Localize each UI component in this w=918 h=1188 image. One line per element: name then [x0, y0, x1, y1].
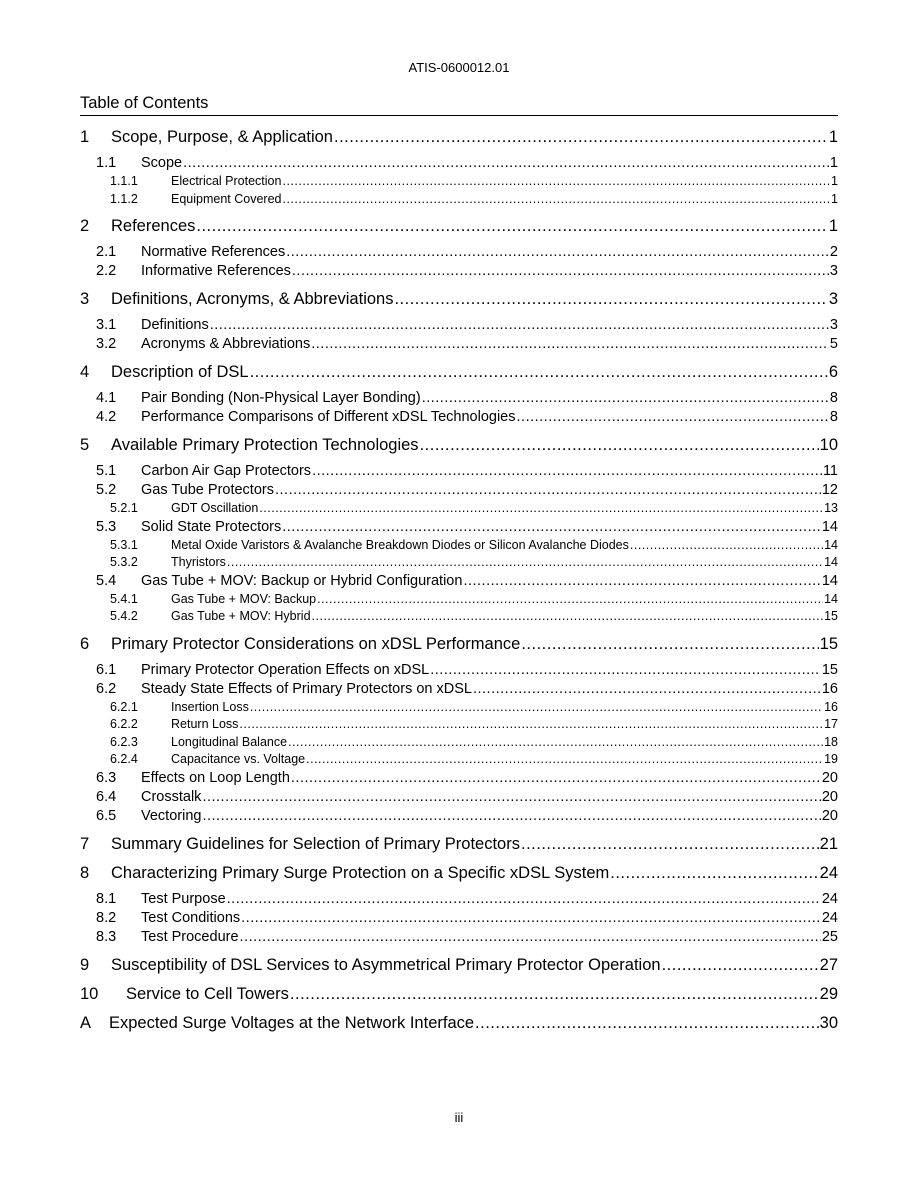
toc-entry[interactable]: [80, 537, 838, 555]
toc-entry-number: 6.2.2: [110, 717, 138, 731]
toc-entry-number: 1.1.2: [110, 191, 138, 206]
toc-entry-number: 5.2.1: [110, 501, 138, 515]
toc-entry-number: 8: [80, 863, 90, 882]
toc-entry[interactable]: [80, 633, 838, 655]
toc-dot-leader: [250, 361, 828, 383]
toc-entry[interactable]: [80, 862, 838, 884]
toc-entry[interactable]: [80, 554, 838, 572]
toc-dot-leader: [259, 500, 823, 518]
toc-entry[interactable]: [80, 481, 838, 500]
toc-entry-page: 24: [819, 863, 838, 882]
toc-entry-title: Gas Tube + MOV: Hybrid: [171, 609, 311, 623]
toc-entry-title: Normative References: [141, 244, 286, 260]
toc-dot-leader: [521, 633, 818, 655]
toc-entry-title: Return Loss: [171, 717, 239, 731]
toc-entry-title: Effects on Loop Length: [141, 769, 290, 786]
toc-entry[interactable]: [80, 608, 838, 626]
toc-entry-title: Gas Tube + MOV: Backup or Hybrid Configuration: [141, 572, 463, 589]
toc-entry-title: Expected Surge Voltages at the Network Interface: [109, 1013, 475, 1032]
toc-entry-number: 1: [80, 128, 90, 146]
toc-entry[interactable]: [80, 954, 838, 976]
toc-dot-leader: [282, 173, 830, 191]
toc-dot-leader: [517, 408, 829, 427]
toc-entry[interactable]: [80, 680, 838, 699]
toc-entry-page: 15: [819, 634, 838, 653]
toc-dot-leader: [202, 807, 820, 826]
toc-entry-title: Pair Bonding (Non-Physical Layer Bonding): [141, 390, 421, 406]
toc-entry-title: Test Conditions: [141, 909, 241, 926]
toc-entry-title: Susceptibility of DSL Services to Asymmetrical Primary Protector Operation: [111, 955, 661, 974]
toc-entry-number: 4: [80, 363, 90, 381]
toc-entry-title: Primary Protector Considerations on xDSL Performance: [111, 634, 521, 653]
toc-entry-page: 14: [821, 518, 838, 535]
toc-entry-title: Gas Tube Protectors: [141, 482, 274, 498]
toc-entry-title: Longitudinal Balance: [171, 734, 288, 749]
toc-entry-page: 24: [821, 909, 838, 926]
toc-dot-leader: [463, 572, 820, 591]
toc-entry[interactable]: [80, 316, 838, 335]
toc-entry[interactable]: [80, 661, 838, 680]
toc-entry[interactable]: [80, 408, 838, 427]
toc-entry-title: Performance Comparisons of Different xDSL Technologies: [141, 409, 516, 425]
toc-entry[interactable]: [80, 215, 838, 237]
toc-entry[interactable]: [80, 173, 838, 191]
toc-entry-title: Description of DSL: [111, 363, 249, 381]
toc-entry-number: 5.4: [96, 572, 117, 589]
toc-entry[interactable]: [80, 462, 838, 481]
toc-dot-leader: [422, 389, 829, 408]
document-header: ATIS-0600012.01: [408, 60, 510, 75]
toc-entry[interactable]: [80, 983, 838, 1005]
toc-entry-title: Test Purpose: [141, 890, 226, 907]
toc-entry-number: 3.1: [96, 317, 117, 333]
toc-entry-title: Summary Guidelines for Selection of Primary Protectors: [111, 834, 520, 853]
toc-entry-title: References: [111, 217, 196, 235]
toc-dot-leader: [227, 890, 821, 909]
toc-entry[interactable]: [80, 500, 838, 518]
toc-entry-page: 14: [821, 572, 838, 589]
toc-title: Table of Contents: [80, 94, 838, 116]
toc-entry[interactable]: [80, 434, 838, 456]
toc-dot-leader: [196, 215, 827, 237]
toc-dot-leader: [227, 554, 823, 572]
toc-entry-page: 1: [829, 155, 838, 171]
toc-dot-leader: [475, 1012, 819, 1034]
toc-entry[interactable]: [80, 716, 838, 734]
toc-entry[interactable]: [80, 909, 838, 928]
toc-entry-number: 4.2: [96, 409, 117, 425]
toc-entry-number: 8.1: [96, 890, 117, 907]
toc-entry-title: Test Procedure: [141, 928, 239, 945]
toc-entry-page: 24: [821, 890, 838, 907]
toc-entry[interactable]: [80, 335, 838, 354]
toc-entry-title: Vectoring: [141, 807, 202, 824]
toc-entry[interactable]: [80, 518, 838, 537]
toc-dot-leader: [312, 608, 824, 626]
toc-entry[interactable]: [80, 833, 838, 855]
toc-entry[interactable]: [80, 890, 838, 909]
toc-dot-leader: [282, 191, 830, 209]
toc-entry-page: 16: [824, 699, 838, 714]
toc-entry-title: Informative References: [141, 263, 291, 279]
toc-entry-page: 20: [821, 788, 838, 805]
toc-dot-leader: [239, 716, 823, 734]
toc-entry-title: Carbon Air Gap Protectors: [141, 463, 312, 479]
toc-entry-title: Scope, Purpose, & Application: [111, 128, 333, 146]
toc-entry-number: 3: [80, 290, 90, 308]
toc-entry-number: 5.4.2: [110, 609, 138, 623]
toc-entry-number: 9: [80, 955, 90, 974]
toc-entry-number: 6.2.4: [110, 752, 138, 766]
toc-entry-title: Crosstalk: [141, 788, 202, 805]
toc-entry[interactable]: [80, 1012, 838, 1034]
toc-entry-title: Solid State Protectors: [141, 518, 282, 535]
toc-entry-page: 1: [828, 128, 838, 146]
toc-entry-title: Characterizing Primary Surge Protection on a Specific xDSL System: [111, 863, 610, 882]
toc-entry-page: 20: [821, 807, 838, 824]
toc-entry[interactable]: [80, 262, 838, 281]
toc-dot-leader: [241, 909, 821, 928]
toc-entry[interactable]: [80, 769, 838, 788]
toc-entry-number: 2.1: [96, 244, 117, 260]
toc-entry-page: 8: [829, 409, 838, 425]
toc-entry-page: 16: [821, 680, 838, 697]
toc-entry-number: 7: [80, 834, 90, 853]
toc-dot-leader: [662, 954, 819, 976]
toc-entry[interactable]: [80, 243, 838, 262]
toc-dot-leader: [286, 243, 829, 262]
toc-entry-title: GDT Oscillation: [171, 501, 259, 515]
toc-dot-leader: [275, 481, 821, 500]
toc-entry-page: 15: [821, 661, 838, 678]
toc-dot-leader: [210, 316, 829, 335]
toc-entry-number: 5.4.1: [110, 591, 138, 606]
toc-entry-number: 5.2: [96, 482, 117, 498]
toc-entry[interactable]: [80, 572, 838, 591]
toc-entry-page: 8: [829, 390, 838, 406]
toc-entry-number: A: [80, 1013, 92, 1032]
toc-entry-number: 8.2: [96, 909, 117, 926]
toc-dot-leader: [282, 518, 821, 537]
toc-entry-page: 29: [819, 984, 838, 1003]
table-of-contents: [80, 126, 838, 1034]
toc-entry-page: 1: [831, 191, 838, 206]
toc-entry-page: 1: [828, 217, 838, 235]
toc-dot-leader: [430, 661, 821, 680]
toc-dot-leader: [240, 928, 821, 947]
toc-entry-page: 14: [824, 555, 838, 569]
toc-entry[interactable]: [80, 389, 838, 408]
toc-entry-title: Available Primary Protection Technologies: [111, 436, 419, 454]
toc-entry-page: 17: [824, 717, 838, 731]
toc-entry-page: 13: [824, 501, 838, 515]
toc-entry-title: Insertion Loss: [171, 699, 249, 714]
toc-entry-page: 27: [819, 955, 838, 974]
toc-entry-page: 18: [824, 734, 838, 749]
toc-entry-number: 6: [80, 634, 90, 653]
toc-dot-leader: [521, 833, 819, 855]
toc-entry-number: 6.4: [96, 788, 117, 805]
toc-entry-page: 3: [829, 263, 838, 279]
toc-entry-number: 6.2.3: [110, 734, 138, 749]
toc-entry[interactable]: [80, 807, 838, 826]
toc-entry-page: 30: [819, 1013, 838, 1032]
toc-entry-title: Definitions, Acronyms, & Abbreviations: [111, 290, 394, 308]
toc-dot-leader: [317, 591, 823, 609]
toc-entry-page: 14: [824, 537, 838, 552]
toc-entry-number: 6.5: [96, 807, 117, 824]
toc-entry-title: Metal Oxide Varistors & Avalanche Breakdown Diodes or Silicon Avalanche Diodes: [171, 537, 629, 552]
toc-dot-leader: [292, 262, 829, 281]
toc-entry[interactable]: [80, 191, 838, 209]
page-number: iii: [454, 1110, 464, 1125]
toc-entry-number: 6.2.1: [110, 699, 138, 714]
toc-entry[interactable]: [80, 751, 838, 769]
toc-entry-number: 6.1: [96, 661, 117, 678]
toc-dot-leader: [312, 462, 822, 481]
toc-entry[interactable]: [80, 126, 838, 148]
toc-entry-page: 19: [824, 752, 838, 766]
toc-entry-page: 11: [822, 463, 838, 479]
toc-entry-page: 10: [819, 436, 838, 454]
toc-entry-number: 10: [80, 984, 99, 1003]
toc-dot-leader: [250, 699, 823, 717]
toc-dot-leader: [183, 154, 829, 173]
toc-dot-leader: [473, 680, 821, 699]
toc-entry-page: 15: [824, 609, 838, 623]
toc-entry-page: 12: [821, 482, 838, 498]
toc-dot-leader: [306, 751, 823, 769]
toc-entry-page: 25: [821, 928, 838, 945]
toc-dot-leader: [334, 126, 828, 148]
toc-entry-number: 2.2: [96, 263, 117, 279]
toc-entry[interactable]: [80, 734, 838, 752]
toc-entry[interactable]: [80, 928, 838, 947]
toc-dot-leader: [311, 335, 829, 354]
toc-entry-number: 4.1: [96, 390, 117, 406]
toc-entry-title: Primary Protector Operation Effects on xDSL: [141, 661, 430, 678]
toc-dot-leader: [630, 537, 823, 555]
toc-entry-title: Capacitance vs. Voltage: [171, 752, 306, 766]
toc-entry-number: 3.2: [96, 336, 117, 352]
toc-entry-title: Steady State Effects of Primary Protectors on xDSL: [141, 680, 472, 697]
toc-dot-leader: [610, 862, 818, 884]
toc-entry[interactable]: [80, 699, 838, 717]
toc-dot-leader: [288, 734, 823, 752]
toc-entry-title: Equipment Covered: [171, 191, 282, 206]
toc-entry-page: 20: [821, 769, 838, 786]
toc-entry-title: Electrical Protection: [171, 174, 282, 188]
toc-entry-page: 14: [824, 591, 838, 606]
toc-entry-number: 5.3.1: [110, 537, 138, 552]
toc-entry-number: 5: [80, 436, 90, 454]
toc-dot-leader: [394, 288, 827, 310]
toc-entry-page: 5: [829, 336, 838, 352]
toc-dot-leader: [202, 788, 820, 807]
toc-entry-title: Thyristors: [171, 555, 226, 569]
toc-entry[interactable]: [80, 591, 838, 609]
toc-entry-number: 5.3: [96, 518, 117, 535]
toc-dot-leader: [420, 434, 819, 456]
toc-entry[interactable]: [80, 361, 838, 383]
toc-entry-title: Gas Tube + MOV: Backup: [171, 591, 317, 606]
toc-entry-title: Scope: [141, 155, 183, 171]
toc-entry-number: 1.1: [96, 155, 117, 171]
toc-entry-title: Acronyms & Abbreviations: [141, 336, 311, 352]
toc-dot-leader: [291, 769, 821, 788]
toc-entry-page: 6: [828, 363, 838, 381]
toc-entry[interactable]: [80, 288, 838, 310]
toc-entry[interactable]: [80, 154, 838, 173]
toc-dot-leader: [290, 983, 819, 1005]
toc-entry-number: 5.3.2: [110, 555, 138, 569]
toc-entry-page: 2: [829, 244, 838, 260]
toc-entry-page: 1: [831, 174, 838, 188]
toc-entry[interactable]: [80, 788, 838, 807]
toc-entry-number: 8.3: [96, 928, 117, 945]
toc-entry-page: 3: [829, 317, 838, 333]
toc-entry-number: 6.2: [96, 680, 117, 697]
toc-entry-page: 3: [828, 290, 838, 308]
toc-entry-number: 1.1.1: [110, 174, 138, 188]
toc-entry-number: 2: [80, 217, 90, 235]
toc-entry-title: Service to Cell Towers: [126, 984, 289, 1003]
toc-entry-title: Definitions: [141, 317, 209, 333]
toc-entry-number: 5.1: [96, 463, 117, 479]
toc-entry-page: 21: [819, 834, 838, 853]
toc-entry-number: 6.3: [96, 769, 117, 786]
